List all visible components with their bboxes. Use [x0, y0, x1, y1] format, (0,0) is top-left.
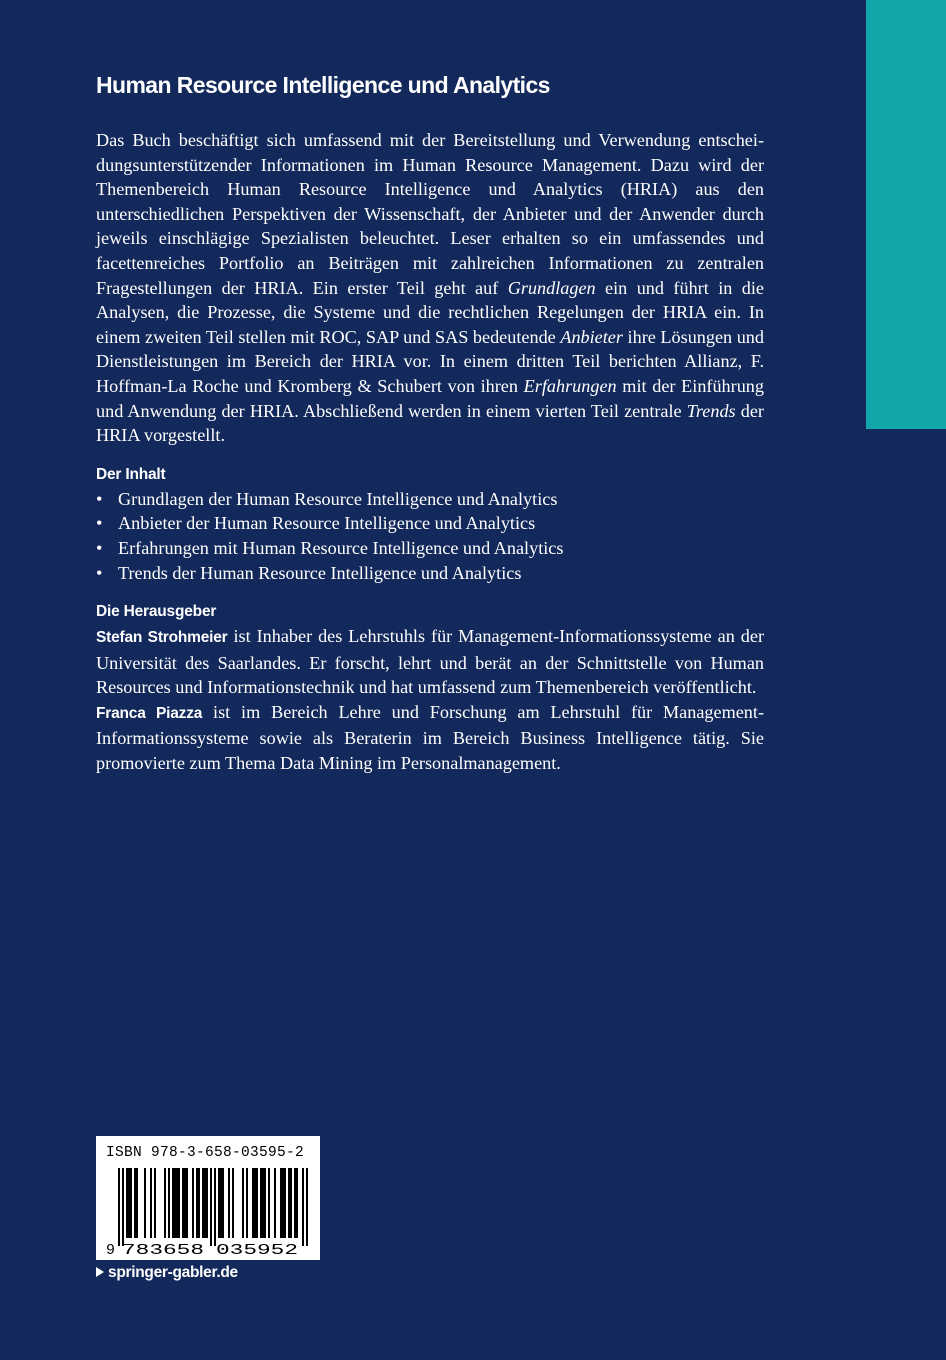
barcode-bar: [196, 1168, 198, 1238]
barcode-bar: [284, 1168, 286, 1238]
website-label: springer-gabler.de: [108, 1264, 238, 1281]
contents-item-label: Anbieter der Human Resource Intelligence und Analytics: [118, 513, 536, 534]
editor-name: Franca Piazza: [96, 704, 203, 722]
barcode-bar: [262, 1168, 264, 1238]
barcode-bar: [150, 1168, 152, 1238]
barcode-bar: [268, 1168, 270, 1238]
barcode-bar: [232, 1168, 234, 1238]
barcode-bar: [206, 1168, 208, 1238]
contents-item: [96, 487, 764, 512]
barcode-bar: [174, 1168, 176, 1238]
arrow-right-icon: [96, 1267, 104, 1277]
barcode-bar: [136, 1168, 138, 1238]
barcode-bar: [302, 1168, 304, 1246]
barcode-bar: [192, 1168, 194, 1238]
barcode-bar: [204, 1168, 206, 1238]
barcode-bar: [128, 1168, 130, 1238]
barcode-bar: [172, 1168, 174, 1238]
emphasis-trends: Trends: [686, 400, 736, 421]
description-text: der HRIA vorgestellt.: [96, 400, 764, 446]
barcode-bars: [118, 1168, 308, 1246]
teal-accent-strip: [866, 0, 946, 429]
barcode-bar: [168, 1168, 170, 1238]
contents-heading: Der Inhalt: [96, 465, 166, 483]
barcode-bar: [274, 1168, 276, 1238]
barcode-bar: [144, 1168, 146, 1238]
contents-item: [96, 511, 764, 536]
barcode-image: [106, 1168, 312, 1256]
barcode-bar: [264, 1168, 266, 1238]
editor-bio-strohmeier: [96, 624, 764, 700]
barcode-bar: [222, 1168, 224, 1238]
barcode-bar: [118, 1168, 120, 1246]
contents-item-label: Erfahrungen mit Human Resource Intelligence und Analytics: [118, 537, 564, 558]
barcode-bar: [288, 1168, 290, 1238]
editor-bio-piazza: [96, 700, 764, 776]
barcode-digits-right: 035952: [216, 1242, 298, 1256]
bullet-icon: •: [96, 488, 103, 509]
isbn-label: ISBN 978-3-658-03595-2: [106, 1145, 305, 1161]
barcode-bar: [294, 1168, 296, 1238]
isbn-barcode: [96, 1136, 320, 1260]
emphasis-anbieter: Anbieter: [560, 326, 623, 347]
editor-bio-text: ist im Bereich Lehre und Forschung am Lehrstuhl für Management-Informationssysteme sowie als Beraterin im Bereich Business Intelligence tätig. Sie promovierte zum Thema Data Mining im Personalmanagement.: [96, 701, 764, 774]
barcode-bar: [280, 1168, 282, 1238]
barcode-bar: [202, 1168, 204, 1238]
barcode-digits-left: 783658: [122, 1242, 204, 1256]
barcode-bar: [296, 1168, 298, 1238]
book-description: [96, 128, 764, 448]
barcode-bar: [178, 1168, 180, 1238]
bullet-icon: •: [96, 562, 103, 583]
barcode-bar: [176, 1168, 178, 1238]
barcode-bar: [306, 1168, 308, 1246]
barcode-bar: [242, 1168, 244, 1238]
barcode-bar: [256, 1168, 258, 1238]
publisher-website-link[interactable]: [96, 1264, 238, 1282]
contents-item: [96, 561, 764, 586]
contents-list: [96, 487, 764, 585]
emphasis-grundlagen: Grundlagen: [507, 277, 596, 298]
barcode-bar: [126, 1168, 128, 1238]
contents-item: [96, 536, 764, 561]
barcode-bar: [282, 1168, 284, 1238]
emphasis-erfahrungen: Erfahrungen: [523, 375, 617, 396]
bullet-icon: •: [96, 513, 103, 534]
description-text: Das Buch beschäftigt sich umfassend mit der Bereitstellung und Verwendung entscheidungsunterstützender Informationen im Human Resource Management. Dazu wird der Themenbereich Human Resource Intelligence und Analytics (HRIA) aus den unterschiedlichen Perspektiven der Wissenschaft, der Anbieter und der Anwender durch jeweils einschlägige Spezialisten beleuchtet. Leser erhalten so ein umfassendes und facettenreiches Portfolio an Beiträgen mit zahlreichen Informationen zu zentralen Fragestellungen der HRIA. Ein erster Teil geht auf: [96, 130, 764, 298]
bullet-icon: •: [96, 537, 103, 558]
editors-heading: Die Herausgeber: [96, 603, 217, 621]
barcode-bar: [186, 1168, 188, 1238]
barcode-bar: [154, 1168, 156, 1238]
barcode-bar: [210, 1168, 212, 1246]
barcode-bar: [246, 1168, 248, 1238]
barcode-bar: [218, 1168, 220, 1238]
description-text: mit der Einführung und Anwendung der HRIA. Abschließend werden in einem vierten Teil zentrale: [96, 375, 764, 421]
back-cover-text: [96, 128, 764, 776]
barcode-bar: [134, 1168, 136, 1238]
barcode-bar: [122, 1168, 124, 1246]
description-text: ein und führt in die Analysen, die Prozesse, die Systeme und die rechtlichen Regelungen der HRIA ein. In einem zweiten Teil stellen mit ROC, SAP und SAS bedeutende: [96, 277, 764, 347]
barcode-bar: [252, 1168, 254, 1238]
barcode-bar: [164, 1168, 166, 1238]
barcode-bar: [220, 1168, 222, 1238]
barcode-bar: [254, 1168, 256, 1238]
barcode-digit-prefix: 9: [106, 1242, 116, 1256]
contents-item-label: Trends der Human Resource Intelligence und Analytics: [118, 562, 522, 583]
description-text: ihre Lösungen und Dienstleistungen im Bereich der HRIA vor. In einem dritten Teil berichten Allianz, F. Hoffman-La Roche und Kromberg & Schubert von ihren: [96, 326, 764, 396]
barcode-bar: [290, 1168, 292, 1238]
barcode-bar: [184, 1168, 186, 1238]
editor-bio-text: ist Inhaber des Lehrstuhls für Management-Informationssysteme an der Universität des Saarlandes. Er forscht, lehrt und berät an der Schnittstelle von Human Resources und Informationstechnik und hat umfassend zum Themenbereich veröffentlicht.: [96, 626, 764, 698]
contents-item-label: Grundlagen der Human Resource Intelligence und Analytics: [118, 488, 558, 509]
book-title: Human Resource Intelligence und Analytics: [96, 72, 550, 98]
editor-name: Stefan Strohmeier: [96, 629, 228, 647]
barcode-bar: [260, 1168, 262, 1238]
barcode-bar: [228, 1168, 230, 1238]
barcode-bar: [130, 1168, 132, 1238]
barcode-bar: [198, 1168, 200, 1238]
barcode-bar: [214, 1168, 216, 1246]
barcode-bar: [182, 1168, 184, 1238]
